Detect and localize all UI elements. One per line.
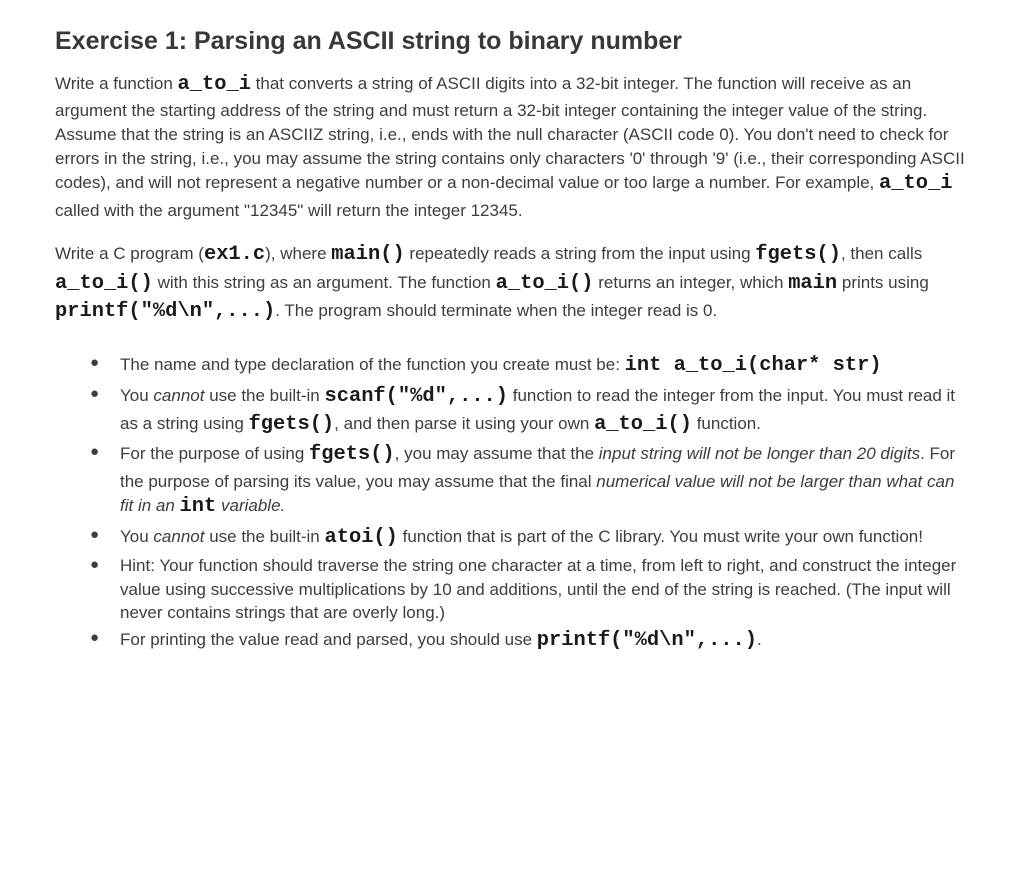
inline-code: int a_to_i(char* str)	[624, 354, 882, 378]
text-run: Write a function	[55, 74, 178, 93]
text-run: use the built-in	[204, 385, 325, 405]
inline-code: printf("%d\n",...)	[55, 299, 276, 323]
exercise-document	[55, 26, 967, 655]
text-run: , you may assume that the	[394, 444, 599, 464]
text-run: Hint: Your function should traverse the string one character at a time, from left to right, and construct the integer value using successive multiplications by 10 and additions, until the end of the string is reached. (The input will never contains strings that are overly long.)	[120, 556, 957, 623]
page-title: Exercise 1: Parsing an ASCII string to binary number	[55, 27, 683, 55]
bullet-icon: ●	[90, 354, 100, 372]
bullet-icon: ●	[90, 525, 100, 543]
text-run: use the built-in	[204, 526, 325, 546]
text-run: , and then parse it using your own	[334, 414, 595, 434]
text-run: prints using	[837, 272, 929, 292]
inline-code: int	[179, 495, 217, 519]
inline-code: fgets()	[755, 243, 841, 267]
requirements-list	[55, 352, 967, 655]
text-run: You	[120, 526, 154, 546]
inline-code: fgets()	[309, 443, 395, 467]
bullet-icon: ●	[90, 443, 100, 461]
emphasis-text: input string will not be longer than 20 digits	[598, 444, 921, 464]
list-item-text	[120, 443, 956, 519]
inline-code: a_to_i()	[55, 271, 153, 295]
inline-code: a_to_i()	[594, 413, 692, 437]
list-item-text	[120, 525, 923, 549]
emphasis-text: cannot	[153, 526, 205, 546]
list-item-hint	[90, 554, 967, 625]
emphasis-text: variable.	[216, 496, 286, 516]
inline-code: fgets()	[248, 413, 335, 437]
inline-code: printf("%d\n",...)	[536, 628, 758, 652]
text-run: The name and type declaration of the function you create must be:	[120, 355, 625, 375]
list-item-text	[120, 628, 762, 652]
emphasis-text: numerical value will not be larger than what can fit in an	[120, 471, 955, 516]
text-run: .	[757, 629, 762, 649]
list-item-declaration	[90, 352, 967, 380]
bullet-icon: ●	[90, 556, 100, 574]
text-run: function to read the integer from the input. You must read it as a string using	[120, 385, 956, 434]
list-item-text	[120, 384, 956, 437]
list-item-printf	[90, 627, 967, 655]
text-run: Write a C program (	[55, 244, 204, 264]
text-run: , then calls	[840, 244, 923, 264]
text-run: . For the purpose of parsing its value, you may assume that the final	[120, 444, 956, 491]
text-run: You	[120, 385, 154, 405]
inline-code: ex1.c	[203, 243, 266, 267]
bullet-icon: ●	[90, 384, 100, 402]
text-run: ), where	[265, 244, 332, 264]
text-run: For the purpose of using	[120, 444, 310, 464]
list-item-no-atoi	[90, 524, 967, 552]
list-item-no-scanf	[90, 383, 967, 440]
inline-code: a_to_i	[177, 73, 251, 96]
text-run: returns an integer, which	[593, 272, 789, 292]
text-run: . The program should terminate when the integer read is 0.	[275, 300, 718, 320]
inline-code: a_to_i	[879, 172, 953, 196]
list-item-size-assumptions	[90, 441, 967, 521]
paragraph-function-spec	[55, 71, 967, 222]
text-run: function.	[691, 414, 761, 434]
list-item-text	[120, 556, 956, 622]
bullet-icon: ●	[90, 628, 100, 646]
inline-code: a_to_i()	[495, 271, 594, 295]
inline-code: scanf("%d",...)	[324, 384, 509, 408]
text-run: that converts a string of ASCII digits into a 32-bit integer. The function will receive as an argument the starting address of the string and must return a 32-bit integer containing the integer value of the string. Assume that the string is an ASCIIZ string, i.e., ends with the null character (ASCII code 0). You don't need to check for errors in the string, i.e., you may assume the string contains only characters '0' through '9' (i.e., their corresponding ASCII codes), and will not represent a negative number or a non-decimal value or too large a number. For example,	[55, 74, 965, 193]
inline-code: main	[788, 271, 838, 295]
emphasis-text: cannot	[153, 385, 205, 405]
list-item-text	[120, 354, 882, 378]
inline-code: main()	[331, 243, 405, 267]
text-run: For printing the value read and parsed, you should use	[120, 629, 537, 649]
text-run: repeatedly reads a string from the input using	[404, 244, 756, 264]
text-run: with this string as an argument. The function	[152, 272, 496, 292]
text-run: called with the argument "12345" will return the integer 12345.	[55, 200, 523, 220]
paragraph-program-spec	[55, 241, 967, 326]
inline-code: atoi()	[324, 525, 398, 549]
text-run: function that is part of the C library. You must write your own function!	[397, 526, 923, 546]
